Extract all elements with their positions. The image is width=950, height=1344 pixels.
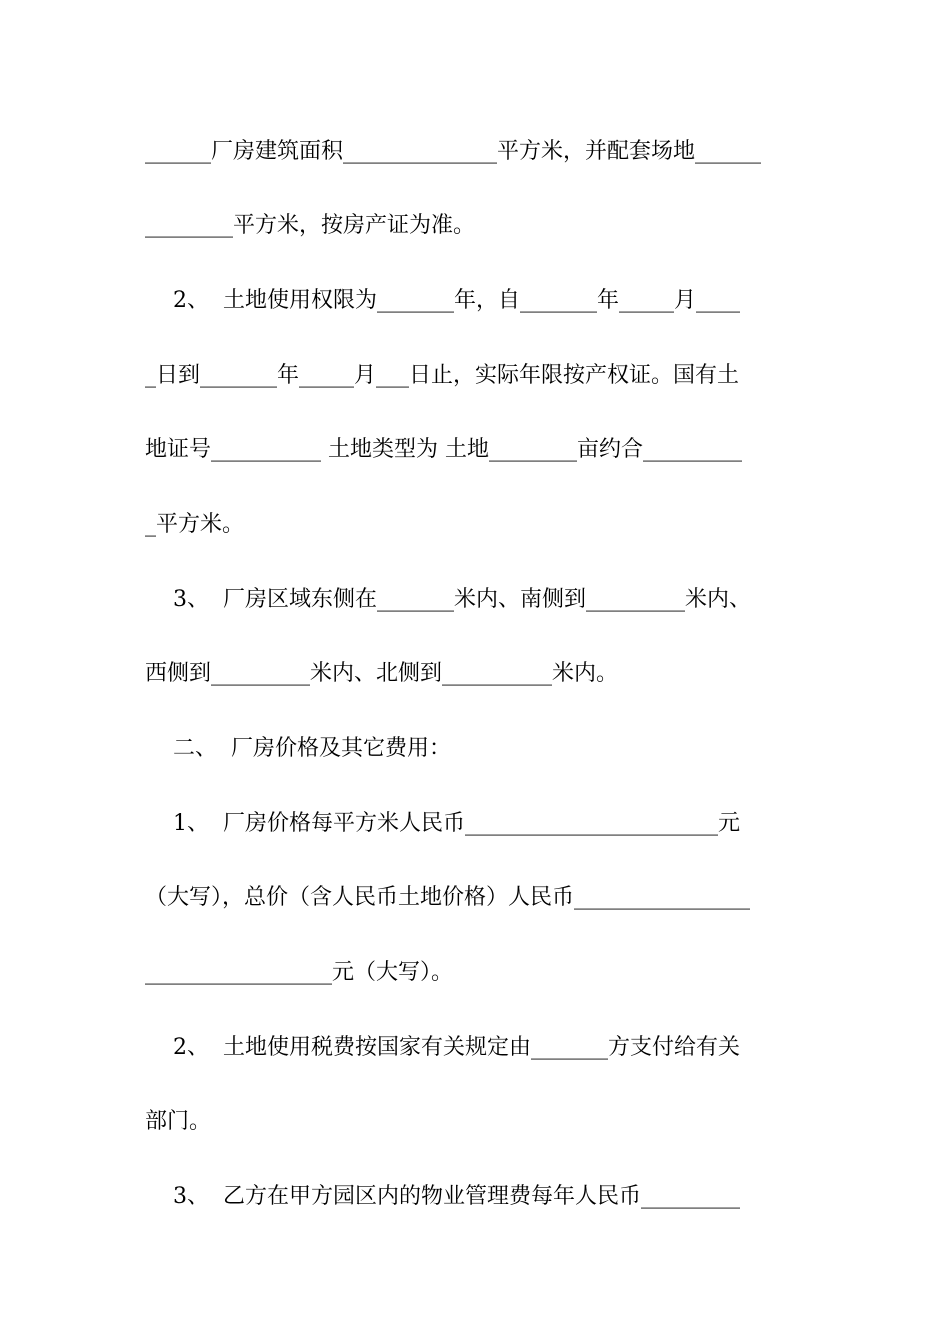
text-line: 部门。 <box>145 1109 212 1134</box>
text-line: ________平方米，按房产证为准。 <box>145 213 476 238</box>
text-line: 1、 厂房价格每平方米人民币_______________________元 <box>145 811 740 836</box>
text-line: _平方米。 <box>145 512 245 537</box>
section-heading: 二、 厂房价格及其它费用： <box>145 736 451 761</box>
text-line: ______厂房建筑面积______________平方米，并配套场地______ <box>145 139 762 164</box>
text-line: 2、 土地使用税费按国家有关规定由_______方支付给有关 <box>145 1035 740 1060</box>
text-line: 3、 厂房区域东侧在_______米内、南侧到_________米内、 <box>145 587 751 612</box>
text-line: 2、 土地使用权限为_______年，自_______年_____月____ <box>145 288 740 313</box>
text-line: 地证号__________ 土地类型为 土地________亩约合_________ <box>145 437 742 462</box>
text-line: （大写），总价（含人民币土地价格）人民币________________ <box>145 885 751 910</box>
text-line: _日到_______年_____月___日止，实际年限按产权证。国有土 <box>145 363 740 388</box>
text-line: 西侧到_________米内、北侧到__________米内。 <box>145 661 619 686</box>
text-line: 3、 乙方在甲方园区内的物业管理费每年人民币_________ <box>145 1184 740 1209</box>
text-line: _________________元（大写）。 <box>145 960 454 985</box>
